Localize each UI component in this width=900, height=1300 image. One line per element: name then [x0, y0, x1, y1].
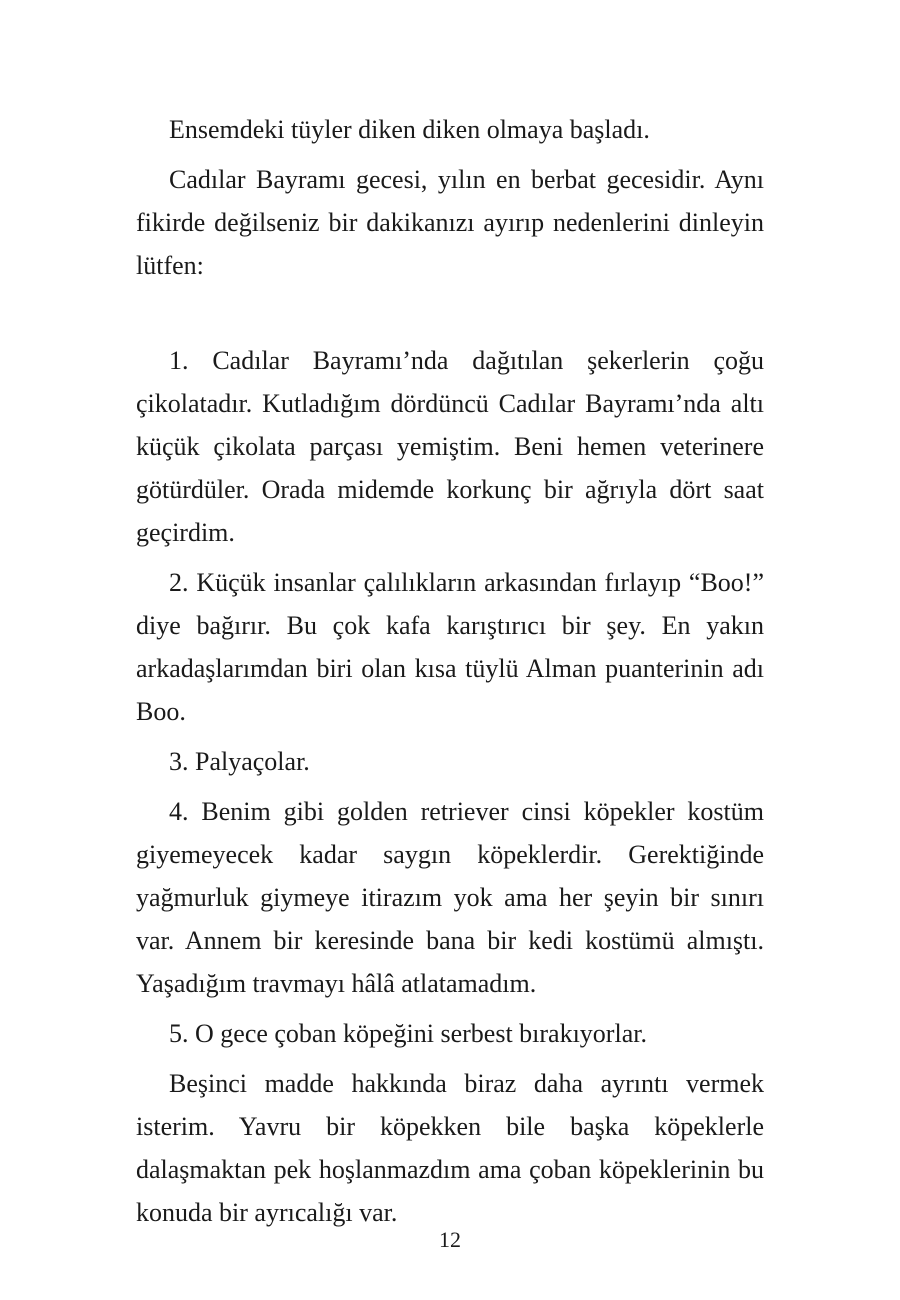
page-number: 12 [439, 1227, 461, 1252]
list-item-5: 5. O gece çoban köpeğini serbest bırakıyorlar. [169, 1019, 647, 1048]
paragraph-gap [136, 783, 764, 790]
paragraph-gap [136, 1055, 764, 1062]
paragraph-gap [136, 733, 764, 740]
list-item-1: 1. Cadılar Bayramı’nda dağıtılan şekerlerin çoğu çikolatadır. Kutladığım dördüncü Cadılar Bayramı’nda altı küçük çikolata parçası yemiştim. Beni hemen veterinere götürdüler. Orada midemde korkunç bir ağrıyla dört saat geçirdim. [136, 346, 764, 547]
page-body [136, 108, 764, 1234]
paragraph-gap [136, 1005, 764, 1012]
paragraph-halloween: Cadılar Bayramı gecesi, yılın en berbat gecesidir. Aynı fikirde değilseniz bir dakikanızı ayırıp nedenlerini dinleyin lütfen: [136, 165, 764, 280]
paragraph-intro: Ensemdeki tüyler diken diken olmaya başladı. [169, 115, 650, 144]
paragraph-closing: Beşinci madde hakkında biraz daha ayrıntı vermek isterim. Yavru bir köpekken bile başka köpeklerle dalaşmaktan pek hoşlanmazdım ama çoban köpeklerinin bu konuda bir ayrıcalığı var. [136, 1069, 764, 1227]
paragraph-gap [136, 151, 764, 158]
paragraph-gap [136, 554, 764, 561]
section-gap [136, 287, 764, 339]
list-item-2: 2. Küçük insanlar çalılıkların arkasından fırlayıp “Boo!” diye bağırır. Bu çok kafa karıştırıcı bir şey. En yakın arkadaşlarımdan biri olan kısa tüylü Alman puanterinin adı Boo. [136, 568, 764, 726]
list-item-3: 3. Palyaçolar. [169, 747, 310, 776]
list-item-4: 4. Benim gibi golden retriever cinsi köpekler kostüm giyemeyecek kadar saygın köpeklerdir. Gerektiğinde yağmurluk giymeye itirazım yok ama her şeyin bir sınırı var. Annem bir keresinde bana bir kedi kostümü almıştı. Yaşadığım travmayı hâlâ atlatamadım. [136, 797, 764, 998]
